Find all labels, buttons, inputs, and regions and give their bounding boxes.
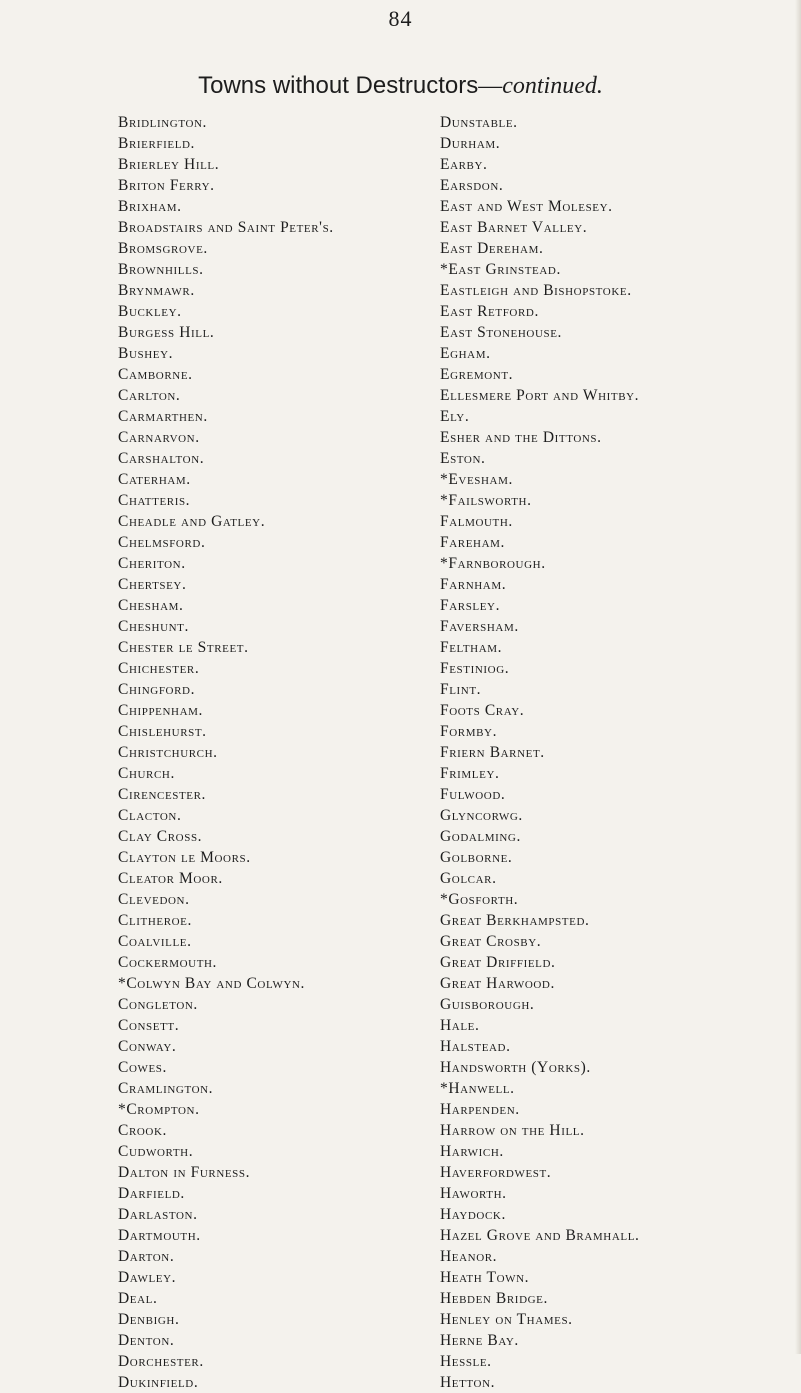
town-entry: Clevedon. — [118, 891, 190, 908]
town-entry: *East Grinstead. — [440, 261, 561, 278]
town-entry: East Retford. — [440, 303, 539, 320]
town-entry: Henley on Thames. — [440, 1311, 573, 1328]
town-entry: *Colwyn Bay and Colwyn. — [118, 975, 306, 992]
town-entry: Chelmsford. — [118, 534, 206, 551]
town-entry: East and West Molesey. — [440, 198, 613, 215]
town-entry: Buckley. — [118, 303, 182, 320]
page-heading — [0, 72, 801, 100]
town-entry: Hale. — [440, 1017, 480, 1034]
town-entry: Hetton. — [440, 1374, 496, 1391]
town-entry: Carnarvon. — [118, 429, 200, 446]
town-entry: Farsley. — [440, 597, 501, 614]
town-entry: Clitheroe. — [118, 912, 192, 929]
town-entry: *Farnborough. — [440, 555, 546, 572]
town-entry: Chingford. — [118, 681, 196, 698]
town-entry: Cowes. — [118, 1059, 167, 1076]
town-entry: Godalming. — [440, 828, 521, 845]
town-entry: *Evesham. — [440, 471, 513, 488]
town-entry: Handsworth (Yorks). — [440, 1059, 591, 1076]
town-entry: Fulwood. — [440, 786, 506, 803]
town-entry: Harpenden. — [440, 1101, 520, 1118]
town-entry: Heath Town. — [440, 1269, 530, 1286]
town-entry: Caterham. — [118, 471, 191, 488]
town-entry: Clay Cross. — [118, 828, 203, 845]
town-entry: Chesham. — [118, 597, 184, 614]
town-entry: Foots Cray. — [440, 702, 525, 719]
town-entry: Guisborough. — [440, 996, 535, 1013]
town-entry: Chislehurst. — [118, 723, 207, 740]
town-entry: East Stonehouse. — [440, 324, 563, 341]
town-entry: Denbigh. — [118, 1311, 180, 1328]
town-entry: Dunstable. — [440, 114, 518, 131]
town-entry: Briton Ferry. — [118, 177, 215, 194]
town-entry: Chatteris. — [118, 492, 191, 509]
town-entry: Esher and the Dittons. — [440, 429, 602, 446]
town-entry: Cockermouth. — [118, 954, 218, 971]
town-entry: Church. — [118, 765, 175, 782]
town-list-right — [440, 112, 780, 1393]
town-entry: *Crompton. — [118, 1101, 200, 1118]
town-entry: Brierley Hill. — [118, 156, 220, 173]
town-entry: Cheshunt. — [118, 618, 189, 635]
town-entry: Fareham. — [440, 534, 505, 551]
town-entry: East Barnet Valley. — [440, 219, 588, 236]
town-entry: Glyncorwg. — [440, 807, 523, 824]
town-entry: Carshalton. — [118, 450, 205, 467]
town-entry: Dalton in Furness. — [118, 1164, 251, 1181]
town-entry: Brynmawr. — [118, 282, 195, 299]
town-entry: Darton. — [118, 1248, 175, 1265]
town-entry: Dukinfield. — [118, 1374, 199, 1391]
town-entry: Hebden Bridge. — [440, 1290, 548, 1307]
town-entry: Camborne. — [118, 366, 193, 383]
town-entry: Eastleigh and Bishopstoke. — [440, 282, 632, 299]
town-entry: Cirencester. — [118, 786, 207, 803]
town-entry: Heanor. — [440, 1248, 498, 1265]
town-entry: Egham. — [440, 345, 491, 362]
town-entry: *Failsworth. — [440, 492, 532, 509]
town-entry: Hazel Grove and Bramhall. — [440, 1227, 640, 1244]
town-entry: Festiniog. — [440, 660, 510, 677]
town-entry: Deal. — [118, 1290, 158, 1307]
town-entry: Falmouth. — [440, 513, 513, 530]
town-entry: Chichester. — [118, 660, 200, 677]
town-entry: *Hanwell. — [440, 1080, 515, 1097]
town-entry: Formby. — [440, 723, 498, 740]
town-entry: Dawley. — [118, 1269, 177, 1286]
town-entry: Chertsey. — [118, 576, 187, 593]
town-entry: Conway. — [118, 1038, 177, 1055]
town-entry: Denton. — [118, 1332, 175, 1349]
town-entry: Bridlington. — [118, 114, 208, 131]
town-entry: Feltham. — [440, 639, 503, 656]
town-entry: Darfield. — [118, 1185, 185, 1202]
town-entry: Bushey. — [118, 345, 174, 362]
page-edge-shadow — [795, 0, 801, 1354]
town-entry: Flint. — [440, 681, 482, 698]
town-entry: Faversham. — [440, 618, 519, 635]
town-entry: Chester le Street. — [118, 639, 249, 656]
town-entry: Earby. — [440, 156, 488, 173]
town-entry: *Gosforth. — [440, 891, 519, 908]
town-entry: Egremont. — [440, 366, 514, 383]
town-entry: Haverfordwest. — [440, 1164, 552, 1181]
town-entry: Crook. — [118, 1122, 167, 1139]
town-entry: Dorchester. — [118, 1353, 204, 1370]
town-entry: Brownhills. — [118, 261, 204, 278]
town-entry: Burgess Hill. — [118, 324, 215, 341]
town-entry: Great Crosby. — [440, 933, 542, 950]
town-entry: Hessle. — [440, 1353, 492, 1370]
town-entry: Friern Barnet. — [440, 744, 545, 761]
town-entry: Great Driffield. — [440, 954, 556, 971]
town-entry: Cheadle and Gatley. — [118, 513, 266, 530]
town-entry: Herne Bay. — [440, 1332, 519, 1349]
town-entry: Golborne. — [440, 849, 513, 866]
town-entry: Great Harwood. — [440, 975, 555, 992]
town-entry: Golcar. — [440, 870, 497, 887]
town-list-left — [118, 112, 408, 1393]
town-entry: Frimley. — [440, 765, 500, 782]
heading-main: Towns without Destructors — [198, 72, 479, 99]
town-entry: Carmarthen. — [118, 408, 208, 425]
town-entry: Farnham. — [440, 576, 507, 593]
town-entry: Carlton. — [118, 387, 181, 404]
town-entry: Broadstairs and Saint Peter's. — [118, 219, 334, 236]
town-entry: Halstead. — [440, 1038, 511, 1055]
heading-separator: — — [478, 73, 503, 99]
town-entry: Harwich. — [440, 1143, 504, 1160]
town-entry: Harrow on the Hill. — [440, 1122, 585, 1139]
town-entry: Clacton. — [118, 807, 182, 824]
town-entry: Eston. — [440, 450, 486, 467]
town-entry: Cheriton. — [118, 555, 186, 572]
town-entry: Dartmouth. — [118, 1227, 201, 1244]
town-entry: Cleator Moor. — [118, 870, 223, 887]
heading-suffix: continued. — [502, 73, 603, 99]
town-entry: Cudworth. — [118, 1143, 194, 1160]
town-entry: Ellesmere Port and Whitby. — [440, 387, 640, 404]
town-entry: Brixham. — [118, 198, 182, 215]
town-entry: Bromsgrove. — [118, 240, 208, 257]
page-number: 84 — [388, 6, 413, 31]
town-entry: Great Berkhampsted. — [440, 912, 590, 929]
town-entry: Congleton. — [118, 996, 198, 1013]
town-entry: Christchurch. — [118, 744, 218, 761]
town-entry: Darlaston. — [118, 1206, 198, 1223]
town-entry: Consett. — [118, 1017, 180, 1034]
town-entry: Earsdon. — [440, 177, 504, 194]
town-entry: Cramlington. — [118, 1080, 214, 1097]
town-entry: Brierfield. — [118, 135, 196, 152]
town-entry: Clayton le Moors. — [118, 849, 251, 866]
town-entry: Haworth. — [440, 1185, 507, 1202]
town-entry: East Dereham. — [440, 240, 544, 257]
town-entry: Chippenham. — [118, 702, 203, 719]
town-entry: Coalville. — [118, 933, 192, 950]
town-entry: Haydock. — [440, 1206, 506, 1223]
town-entry: Durham. — [440, 135, 501, 152]
town-entry: Ely. — [440, 408, 470, 425]
